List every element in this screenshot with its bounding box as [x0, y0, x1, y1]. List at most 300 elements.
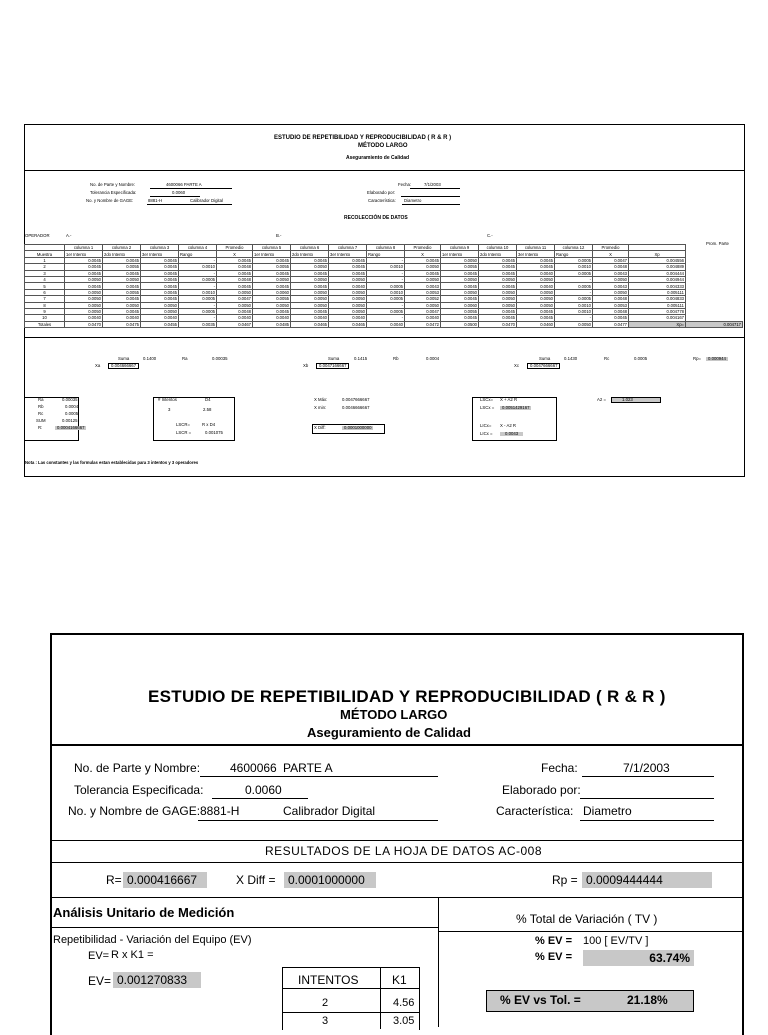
table-cell: 0.0045 [65, 264, 103, 270]
sum-value: 0.00125 [62, 418, 78, 423]
table-cell: 0.005111 [629, 289, 686, 295]
table-cell: 0.0010 [367, 289, 405, 295]
table-cell: 0.0045 [103, 296, 141, 302]
tolerance-line [212, 798, 308, 799]
table-cell: 0.0050 [253, 276, 291, 282]
intentos-row-2: 3 [322, 1015, 329, 1027]
table-cell: 0.0045 [517, 257, 555, 263]
table-cell: 0.0045 [441, 315, 479, 321]
table-cell: 0.0045 [441, 296, 479, 302]
bottom-department: Aseguramiento de Calidad [307, 725, 471, 740]
top-part-label: No. de Parte y Nombre: [90, 182, 136, 187]
table-cell: 0.0465 [291, 321, 329, 327]
table-cell: 0.0005 [555, 296, 593, 302]
ev-formula-label: EV= [88, 950, 110, 962]
table-cell: 0.0055 [441, 264, 479, 270]
k1-header: K1 [392, 973, 407, 987]
table-cell: 0.0050 [441, 257, 479, 263]
table-cell: 0.004444 [629, 270, 686, 276]
table-cell: 0.0050 [65, 308, 103, 314]
date-line [582, 776, 714, 777]
elaborated-line [580, 798, 714, 799]
table-cell: 0.0050 [441, 289, 479, 295]
suma-b-label: Suma [328, 356, 340, 361]
ra-value: 0.00035 [212, 356, 228, 361]
table-cell: 0.0043 [405, 283, 441, 289]
rp-result-value: 0.0009444444 [582, 872, 712, 888]
table-cell: 0.0050 [291, 264, 329, 270]
table-cell: 0.0050 [405, 276, 441, 282]
table-cell: 0.0050 [253, 302, 291, 308]
table-cell: 0.0005 [367, 296, 405, 302]
suma-a-label: Suma [118, 356, 130, 361]
table-cell: 0.0052 [405, 296, 441, 302]
table-cell: 0.0055 [103, 264, 141, 270]
table-cell: - [179, 270, 217, 276]
bottom-subtitle: MÉTODO LARGO [340, 707, 448, 722]
table-cell: 0.0045 [253, 270, 291, 276]
part-name: PARTE A [283, 761, 333, 775]
table-cell: 0.004889 [629, 264, 686, 270]
table-cell: 0.0047 [405, 308, 441, 314]
column-header: columna 7 [329, 245, 367, 251]
table-cell: - [555, 289, 593, 295]
tolerance-value: 0.0060 [245, 783, 282, 797]
xdiff-result-value: 0.0001000000 [284, 872, 376, 888]
sum-label: SUM [36, 418, 46, 423]
table-cell: 0.0048 [593, 308, 629, 314]
intentos-row-1: 2 [322, 997, 329, 1009]
divider-analysis [50, 897, 742, 898]
part-line [200, 776, 438, 777]
part-no: 4600066 [230, 761, 277, 775]
table-cell: 0.0045 [329, 270, 367, 276]
sum-rb: 0.0004 [65, 404, 79, 409]
r-label: R: [38, 425, 43, 430]
top-section-title: RECOLECCIÓN DE DATOS [344, 215, 408, 221]
table-cell: 3 [25, 270, 65, 276]
column-header: columna 5 [253, 245, 291, 251]
xdiff-value: 0.0001000000 [344, 425, 372, 430]
table-cell: 0.0045 [65, 270, 103, 276]
table-cell: X [593, 251, 629, 257]
table-cell: 0.0005 [179, 276, 217, 282]
table-cell: 0.0055 [441, 308, 479, 314]
table-cell: - [367, 257, 405, 263]
table-cell: - [367, 276, 405, 282]
pct-ev-formula-label: % EV = [535, 935, 572, 947]
table-cell: 0.0045 [441, 283, 479, 289]
column-header: Promedio [593, 245, 629, 251]
divider-header [50, 744, 742, 746]
table-cell: 0.0045 [479, 264, 517, 270]
xb-label: Xb [303, 363, 309, 368]
table-cell: 0.0040 [367, 321, 405, 327]
table-cell: 0.0045 [141, 264, 179, 270]
table-cell: 0.0050 [141, 302, 179, 308]
table-cell: 1er Intento [441, 251, 479, 257]
rp-result-label: Rp = [552, 873, 578, 887]
table-cell: 0.0035 [179, 321, 217, 327]
table-cell: 0.0010 [555, 308, 593, 314]
lscx-formula: X + A2 R [500, 397, 518, 402]
table-cell: 0.0477 [593, 321, 629, 327]
lscx-label: LSCx= [480, 397, 494, 402]
table-cell: 0.0045 [479, 283, 517, 289]
top-note: Nota : Las constantes y las formulas estan establecidas para 3 intentos y 3 operadores [25, 460, 199, 465]
column-header: columna 10 [479, 245, 517, 251]
table-cell: 0.0005 [555, 257, 593, 263]
table-cell: 0.0040 [65, 315, 103, 321]
ra-label: Ra [182, 356, 188, 361]
intentos-header-line [282, 988, 419, 989]
table-cell: 0.0050 [405, 302, 441, 308]
table-cell: 0.004944 [629, 276, 686, 282]
table-cell: 0.004717 [686, 321, 743, 327]
analysis-title: Análisis Unitario de Medición [53, 905, 235, 920]
table-cell: Rango [367, 251, 405, 257]
lscx-label-2: LSCx = [480, 405, 495, 410]
table-cell: Xp= [629, 321, 686, 327]
characteristic-value: Diametro [583, 804, 632, 818]
table-cell: 0.0045 [593, 315, 629, 321]
table-cell: 0.0045 [217, 257, 253, 263]
suma-c-label: Suma [539, 356, 551, 361]
licx-label: LICx= [480, 423, 492, 428]
xdiff-result-label: X Diff = [236, 873, 276, 887]
table-cell: 0.0005 [367, 283, 405, 289]
table-cell: - [367, 302, 405, 308]
table-cell: 0.0045 [329, 257, 367, 263]
table-cell: 0.0050 [217, 289, 253, 295]
licx-formula: X - A2 R [500, 423, 516, 428]
table-cell: 0.0045 [217, 283, 253, 289]
table-cell: 0.0055 [253, 264, 291, 270]
table-cell: 0.0050 [517, 296, 555, 302]
table-cell: 0.0048 [593, 264, 629, 270]
column-header: columna 9 [441, 245, 479, 251]
lscr-value: 0.001075 [205, 430, 223, 435]
table-cell: 0.0475 [103, 321, 141, 327]
table-cell: 0.0050 [555, 321, 593, 327]
table-cell: 0.0045 [441, 270, 479, 276]
table-cell: 0.0045 [517, 315, 555, 321]
sum-rb-label: Rb [38, 404, 44, 409]
operator-c: C.- [487, 233, 493, 238]
top-gage-name: Calibrador Digital [190, 198, 223, 203]
characteristic-line [580, 820, 714, 821]
table-cell: 0.0045 [103, 270, 141, 276]
table-cell: 0.0045 [253, 283, 291, 289]
suma-c: 0.1430 [564, 356, 578, 361]
intentos-header: INTENTOS [298, 973, 359, 987]
table-cell: 0.0050 [593, 289, 629, 295]
table-cell: 0.0050 [593, 276, 629, 282]
table-cell: 0.0045 [405, 257, 441, 263]
table-cell: 1er Intento [253, 251, 291, 257]
lscr-label-2: LSCR = [176, 430, 192, 435]
table-cell: 0.0053 [405, 289, 441, 295]
intentos-value: 3 [168, 407, 171, 412]
table-cell: 0.0005 [179, 308, 217, 314]
table-cell: 0.0050 [329, 308, 367, 314]
table-cell: Rango [555, 251, 593, 257]
top-date-line [410, 188, 460, 189]
table-cell: 2do Intento [103, 251, 141, 257]
table-cell: 0.004778 [629, 308, 686, 314]
ev-value: 0.001270833 [113, 972, 201, 988]
xmax-label: X Máx: [314, 397, 328, 402]
top-title: ESTUDIO DE REPETIBILIDAD Y REPRODUCIBILIDAD ( R & R ) [274, 135, 452, 141]
table-cell: - [367, 270, 405, 276]
operator-a: A.- [66, 233, 72, 238]
column-header: columna 6 [291, 245, 329, 251]
table-cell: 0.0460 [517, 321, 555, 327]
sum-rc: 0.0005 [65, 411, 79, 416]
rc-label: Rc [604, 356, 610, 361]
top-tolerance-label: Tolerancia Especificada: [90, 190, 137, 195]
table-cell: 0.0050 [141, 308, 179, 314]
elaborated-label: Elaborado por: [502, 783, 581, 797]
table-cell: 0.0050 [405, 264, 441, 270]
table-cell: X [405, 251, 441, 257]
gage-line [198, 820, 438, 821]
column-header: Promedio [405, 245, 441, 251]
table-cell: 5 [25, 283, 65, 289]
table-cell: - [179, 302, 217, 308]
table-cell: 0.0465 [329, 321, 367, 327]
table-cell: 0.0047 [593, 257, 629, 263]
table-cell: 0.0040 [405, 315, 441, 321]
divider-results [50, 862, 742, 863]
pct-ev-tol-value: 21.18% [627, 993, 668, 1007]
table-cell: 0.004833 [629, 296, 686, 302]
column-header: columna 8 [367, 245, 405, 251]
table-cell: 0.0050 [329, 276, 367, 282]
table-cell: 0.0050 [65, 296, 103, 302]
tolerance-label: Tolerancia Especificada: [74, 783, 204, 797]
table-cell: X [217, 251, 253, 257]
column-header: columna 1 [65, 245, 103, 251]
table-cell: 0.0055 [103, 289, 141, 295]
table-cell: 0.0470 [65, 321, 103, 327]
r-value: 0.0004166667 [57, 425, 85, 430]
column-header: columna 12 [555, 245, 593, 251]
column-header: columna 2 [103, 245, 141, 251]
table-cell: 0.005111 [629, 302, 686, 308]
divider-vertical [438, 897, 439, 1027]
table-cell: 0.0045 [291, 257, 329, 263]
r-result-value: 0.000416667 [123, 872, 207, 888]
table-cell: 10 [25, 315, 65, 321]
table-cell: 0.0040 [217, 315, 253, 321]
table-cell: 0.0045 [329, 264, 367, 270]
table-cell: 0.0050 [103, 302, 141, 308]
pct-ev-label: % EV = [535, 951, 572, 963]
xc-label: Xc [514, 363, 520, 368]
table-cell: 0.0050 [517, 289, 555, 295]
table-cell: 0.0050 [65, 276, 103, 282]
table-cell: 0.0045 [141, 283, 179, 289]
table-cell: 0.0045 [291, 283, 329, 289]
intentos-label: # Intentos [158, 397, 177, 402]
table-cell: Xp [629, 251, 686, 257]
gage-no: 8881-H [200, 804, 240, 818]
date-value: 7/1/2003 [623, 761, 670, 775]
table-cell: 1er Intento [65, 251, 103, 257]
table-cell: 0.0045 [405, 270, 441, 276]
rp-label: Rp= [693, 356, 702, 361]
pct-ev-formula: 100 [ EV/TV ] [583, 935, 649, 947]
xdiff-label: X Diff: [314, 425, 326, 430]
table-cell: 0.0045 [141, 296, 179, 302]
table-cell: 0.0045 [141, 289, 179, 295]
gage-label: No. y Nombre de GAGE: [68, 804, 201, 818]
table-cell: 0.0045 [217, 270, 253, 276]
table-cell: 4 [25, 276, 65, 282]
ev-value-label: EV= [88, 974, 112, 988]
rb-value: 0.0004 [426, 356, 440, 361]
part-label: No. de Parte y Nombre: [74, 761, 201, 775]
table-cell: 0.0040 [103, 315, 141, 321]
results-title: RESULTADOS DE LA HOJA DE DATOS AC-008 [265, 844, 543, 858]
top-part-value: 4600066 PARTE A [166, 182, 202, 187]
table-cell: 0.0045 [517, 308, 555, 314]
table-cell: 0.0045 [291, 270, 329, 276]
table-cell: 0.0043 [593, 270, 629, 276]
table-cell: 0.0045 [141, 257, 179, 263]
table-cell: 0.0010 [367, 264, 405, 270]
sum-ra: 0.00035 [62, 397, 78, 402]
table-cell: 0.0005 [179, 296, 217, 302]
k1-row-2: 3.05 [393, 1015, 415, 1027]
table-cell: 0.0040 [517, 270, 555, 276]
table-cell: 0.0060 [253, 289, 291, 295]
table-cell: 0.0050 [329, 289, 367, 295]
table-cell: 0.0043 [593, 283, 629, 289]
table-cell: 0.0467 [217, 321, 253, 327]
divider-analysis-title [50, 927, 438, 928]
table-cell: 0.0050 [291, 289, 329, 295]
table-cell: 0.0472 [405, 321, 441, 327]
suma-a: 0.1400 [143, 356, 157, 361]
column-header: columna 4 [179, 245, 217, 251]
gage-name: Calibrador Digital [283, 804, 376, 818]
totals-row [25, 321, 743, 327]
table-cell: 0.0060 [441, 302, 479, 308]
column-header: columna 3 [141, 245, 179, 251]
table-cell: 0.004556 [629, 257, 686, 263]
top-char-label: Característica: [368, 198, 396, 203]
xmin-value: 0.0046666667 [342, 405, 370, 410]
table-cell: 0.0050 [517, 302, 555, 308]
xmax-value: 0.0047666667 [342, 397, 370, 402]
xc-value: 0.0047666667 [527, 363, 560, 369]
table-cell: 3er Intento [141, 251, 179, 257]
table-cell: 0.0040 [517, 283, 555, 289]
pct-ev-value: 63.74% [583, 950, 694, 966]
tv-title: % Total de Variación ( TV ) [516, 912, 658, 926]
top-department: Aseguramiento de Calidad [346, 155, 410, 161]
totals-label: Totales [25, 321, 65, 327]
top-tolerance-line [150, 196, 200, 197]
table-cell: 6 [25, 289, 65, 295]
table-cell: 0.0050 [479, 276, 517, 282]
divider-tv-title [438, 931, 742, 932]
table-cell: 0.0050 [329, 302, 367, 308]
table-cell: - [179, 315, 217, 321]
table-cell: 0.0040 [253, 315, 291, 321]
lscx-value: 0.0051429167 [502, 405, 530, 410]
table-cell: 0.0045 [253, 257, 291, 263]
table-cell: 0.0050 [291, 276, 329, 282]
table-cell: 0.0045 [479, 257, 517, 263]
column-header: columna 11 [517, 245, 555, 251]
table-cell: 0.0048 [593, 296, 629, 302]
r-result-label: R= [106, 873, 122, 887]
xa-value: 0.004666667 [108, 363, 139, 369]
table-cell: - [555, 315, 593, 321]
table-cell: 1 [25, 257, 65, 263]
table-cell: 0.0045 [291, 308, 329, 314]
table-cell: 3er Intento [517, 251, 555, 257]
table-cell: 0.0010 [179, 289, 217, 295]
top-gage-line [147, 204, 232, 205]
table-cell: 0.0050 [65, 289, 103, 295]
table-cell: 0.0010 [179, 264, 217, 270]
intentos-row-line [282, 1012, 419, 1013]
table-cell: 0.0047 [217, 296, 253, 302]
top-date-value: 7/1/2003 [424, 182, 441, 187]
table-cell: 3er Intento [329, 251, 367, 257]
a2-value: 1.023 [611, 397, 661, 403]
table-cell: 0.0045 [103, 257, 141, 263]
table-cell: - [179, 257, 217, 263]
xmin-label: X min: [314, 405, 327, 410]
ev-formula: R x K1 = [111, 949, 154, 961]
table-cell: 0.004167 [629, 315, 686, 321]
table-cell: 0.0040 [291, 315, 329, 321]
table-cell: 2do Intento [479, 251, 517, 257]
table-cell: 0.0045 [103, 283, 141, 289]
table-cell: 0.0040 [329, 283, 367, 289]
table-cell: Rango [179, 251, 217, 257]
top-char-line [402, 204, 460, 205]
table-cell: - [555, 276, 593, 282]
table-cell: 0.0045 [141, 276, 179, 282]
top-gage-label: No. y Nombre de GAGE: [86, 198, 134, 203]
table-cell: 0.0048 [217, 308, 253, 314]
table-cell: 0.0010 [555, 302, 593, 308]
rc-value: 0.0005 [634, 356, 648, 361]
lscr-formula: R x D4 [202, 422, 216, 427]
top-elaborated-label: Elaborado por: [367, 190, 396, 195]
table-cell: 0.0010 [555, 264, 593, 270]
table-cell: 0.0053 [593, 302, 629, 308]
table-cell: 7 [25, 296, 65, 302]
characteristic-label: Característica: [496, 804, 574, 818]
licx-value: 0.0043 [500, 432, 523, 436]
table-cell: 0.0455 [141, 321, 179, 327]
table-cell: 0.0050 [291, 302, 329, 308]
table-cell: 0.0050 [479, 296, 517, 302]
table-cell: 0.0050 [65, 302, 103, 308]
table-cell: 0.0045 [65, 283, 103, 289]
table-cell: 0.0045 [479, 308, 517, 314]
table-cell: 0.0050 [217, 302, 253, 308]
operator-label: OPERADOR [25, 233, 50, 238]
prom-parte-label: Prom. Parte [706, 241, 729, 246]
